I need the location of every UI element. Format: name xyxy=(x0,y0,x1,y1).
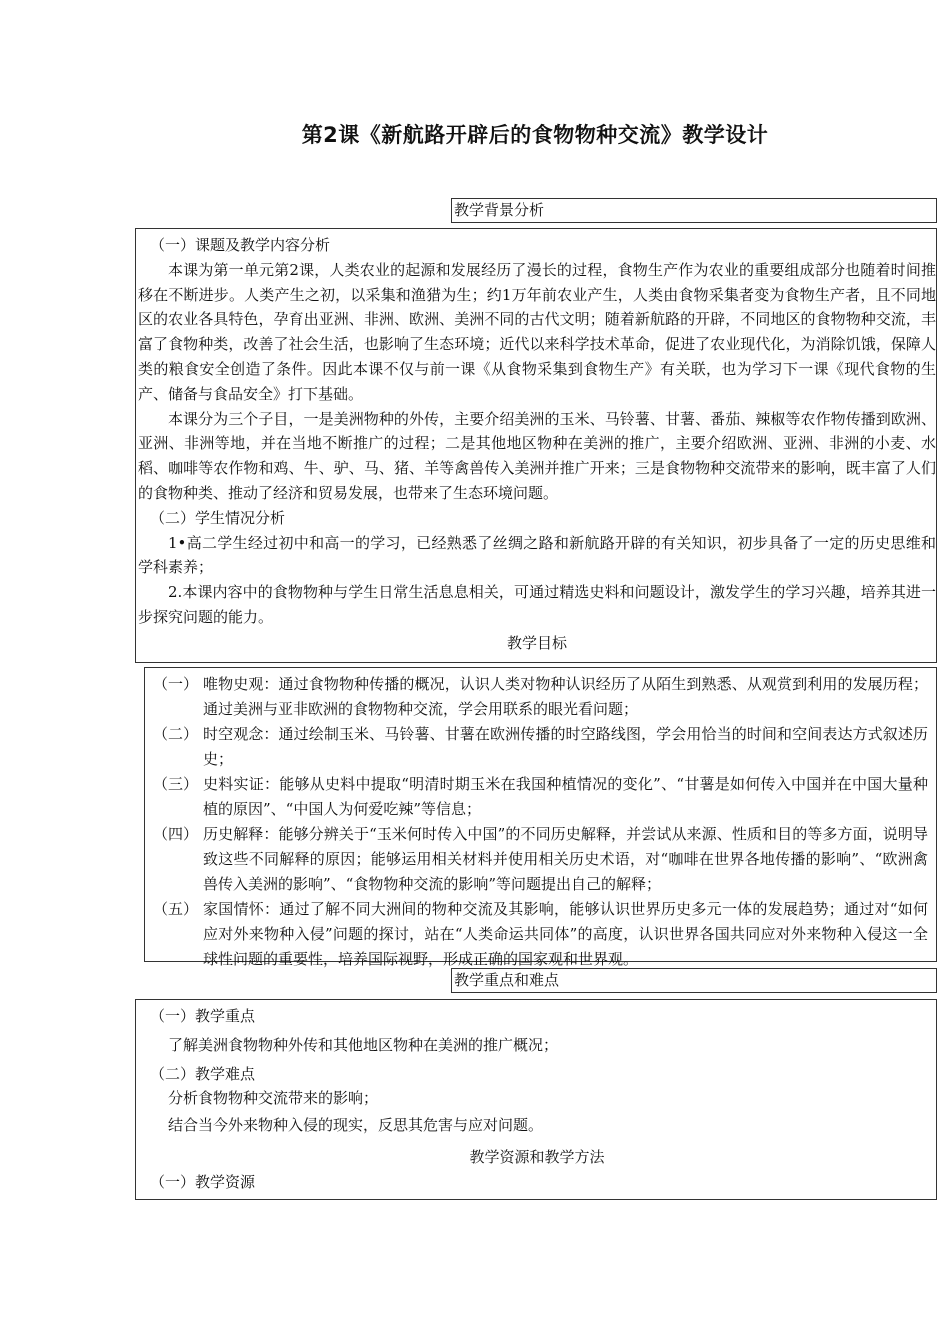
goal-text: 家国情怀：通过了解不同大洲间的物种交流及其影响，能够认识世界历史多元一体的发展趋势；通过对“如何应对外来物种入侵”问题的探讨，站在“人类命运共同体”的高度，认识世界各国共同应对外来物种入侵这一全球性问题的重要性，培养国际视野，形成正确的国家观和世界观。 xyxy=(203,900,928,968)
student-analysis-title: （二）学生情况分析 xyxy=(150,508,286,527)
student-paragraph-1: 1•高二学生经过初中和高一的学习，已经熟悉了丝绸之路和新航路开辟的有关知识，初步具备了一定的历史思维和学科素养； xyxy=(138,533,936,577)
document-title: 第2课《新航路开辟后的食物物种交流》教学设计 xyxy=(301,123,769,147)
goals-header: 教学目标 xyxy=(506,633,567,652)
difficulty-title: （二）教学难点 xyxy=(150,1064,256,1083)
background-section xyxy=(135,228,937,663)
goal-item xyxy=(147,822,928,897)
content-paragraph-2: 本课分为三个子目，一是美洲物种的外传，主要介绍美洲的玉米、马铃薯、甘薯、番茄、辣椒等农作物传播到欧洲、亚洲、非洲等地，并在当地不断推广的过程；二是其他地区物种在美洲的推广，主要介绍欧洲、亚洲、非洲的小麦、水稻、咖啡等农作物和鸡、牛、驴、马、猪、羊等禽兽传入美洲并推广开来；三是食物物种交流带来的影响，既丰富了人们的食物种类、推动了经济和贸易发展，也带来了生态环境问题。 xyxy=(138,409,936,502)
key-points-header: 教学重点和难点 xyxy=(451,968,937,993)
goal-number: （五） xyxy=(153,900,199,918)
goal-text: 史料实证：能够从史料中提取“明清时期玉米在我国种植情况的变化”、“甘薯是如何传入中国并在中国大量种植的原因”、“中国人为何爱吃辣”等信息； xyxy=(203,775,928,818)
key-points-section xyxy=(135,999,937,1200)
goal-number: （二） xyxy=(153,725,199,743)
goal-item xyxy=(147,772,928,822)
goal-item xyxy=(147,722,928,772)
goal-item xyxy=(147,672,928,722)
resources-header: 教学资源和教学方法 xyxy=(469,1147,605,1166)
difficulty-text-1: 分析食物物种交流带来的影响； xyxy=(168,1089,379,1108)
topic-analysis-title: （一）课题及教学内容分析 xyxy=(150,236,331,254)
goal-number: （四） xyxy=(153,825,199,843)
goal-number: （三） xyxy=(153,775,199,793)
background-header: 教学背景分析 xyxy=(451,198,937,223)
goal-text: 唯物史观：通过食物物种传播的概况，认识人类对物种认识经历了从陌生到熟悉、从观赏到利用的发展历程；通过美洲与亚非欧洲的食物物种交流，学会用联系的眼光看问题； xyxy=(203,675,928,718)
goal-text: 时空观念：通过绘制玉米、马铃薯、甘薯在欧洲传播的时空路线图，学会用恰当的时间和空间表达方式叙述历史； xyxy=(203,725,928,768)
content-paragraph-1: 本课为第一单元第2课，人类农业的起源和发展经历了漫长的过程，食物生产作为农业的重要组成部分也随着时间推移在不断进步。人类产生之初，以采集和渔猎为生；约1万年前农业产生，人类由食物采集者变为食物生产者，且不同地区的农业各具特色，孕育出亚洲、非洲、欧洲、美洲不同的古代文明；随着新航路的开辟，不同地区的食物物种交流，丰富了食物种类，改善了社会生活，也影响了生态环境；近代以来科学技术革命，促进了农业现代化，为消除饥饿，保障人类的粮食安全创造了条件。因此本课不仅与前一课《从食物采集到食物生产》有关联，也为学习下一课《现代食物的生产、储备与食品安全》打下基础。 xyxy=(138,260,936,403)
key-point-text: 了解美洲食物物种外传和其他地区物种在美洲的推广概况； xyxy=(168,1035,559,1054)
difficulty-text-2: 结合当今外来物种入侵的现实，反思其危害与应对问题。 xyxy=(168,1116,544,1135)
goals-section xyxy=(144,667,937,968)
goal-number: （一） xyxy=(153,675,199,693)
student-paragraph-2: 2.本课内容中的食物物种与学生日常生活息息相关，可通过精选史料和问题设计，激发学生的学习兴趣，培养其进一步探究问题的能力。 xyxy=(138,583,936,626)
key-point-title: （一）教学重点 xyxy=(150,1007,256,1025)
goal-item xyxy=(147,897,928,972)
resources-title: （一）教学资源 xyxy=(150,1172,256,1191)
goal-text: 历史解释：能够分辨关于“玉米何时传入中国”的不同历史解释，并尝试从来源、性质和目的等多方面，说明导致这些不同解释的原因；能够运用相关材料并使用相关历史术语，对“咖啡在世界各地传播的影响”、“欧洲禽兽传入美洲的影响”、“食物物种交流的影响”等问题提出自己的解释； xyxy=(203,825,928,893)
